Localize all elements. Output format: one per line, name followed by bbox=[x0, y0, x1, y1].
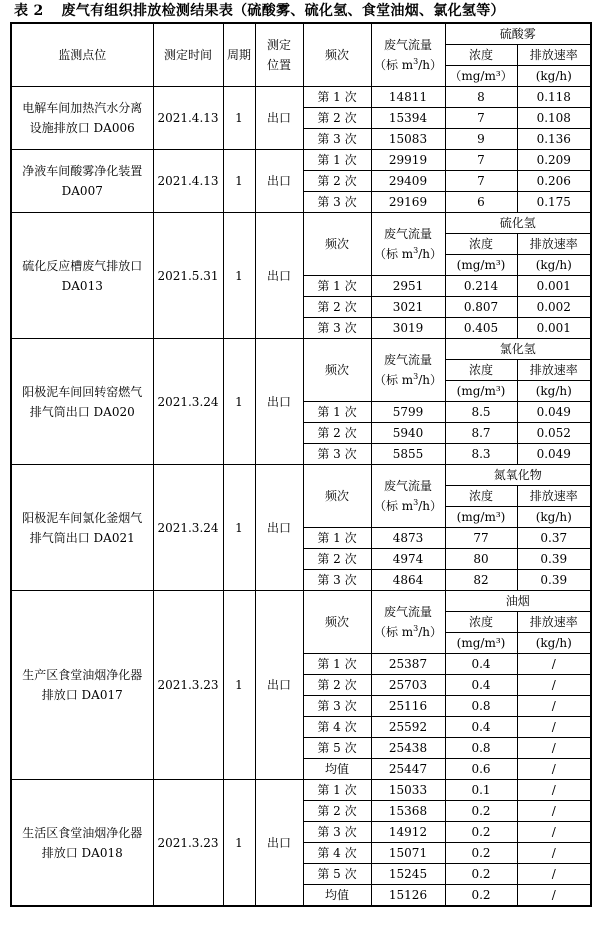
freq-cell: 第 2 次 bbox=[303, 675, 371, 696]
freq-cell: 第 4 次 bbox=[303, 717, 371, 738]
conc-cell: 77 bbox=[445, 528, 517, 549]
rate-cell: 0.001 bbox=[517, 318, 591, 339]
freq-cell: 第 3 次 bbox=[303, 822, 371, 843]
flow-cell: 25116 bbox=[371, 696, 445, 717]
flow-cell: 14912 bbox=[371, 822, 445, 843]
freq-cell: 第 1 次 bbox=[303, 87, 371, 108]
rate-cell: 0.002 bbox=[517, 297, 591, 318]
rate-cell: 0.37 bbox=[517, 528, 591, 549]
conc-cell: 8 bbox=[445, 87, 517, 108]
freq-cell: 第 3 次 bbox=[303, 129, 371, 150]
freq-cell: 第 1 次 bbox=[303, 654, 371, 675]
sub-header-rate-unit: (kg/h) bbox=[517, 633, 591, 654]
conc-cell: 0.8 bbox=[445, 738, 517, 759]
sub-header-pollutant: 硫化氢 bbox=[445, 213, 591, 234]
site-line2: DA013 bbox=[61, 278, 103, 293]
sub-header-rate: 排放速率 bbox=[517, 486, 591, 507]
site-line2: 排放口 DA017 bbox=[41, 688, 123, 702]
conc-cell: 0.2 bbox=[445, 822, 517, 843]
conc-cell: 0.2 bbox=[445, 885, 517, 907]
sub-header-rate-unit: (kg/h) bbox=[517, 255, 591, 276]
freq-cell: 第 2 次 bbox=[303, 171, 371, 192]
site-line1: 净液车间酸雾净化装置 bbox=[22, 164, 143, 178]
position-cell: 出口 bbox=[255, 591, 303, 780]
rate-cell: 0.001 bbox=[517, 276, 591, 297]
freq-cell: 第 1 次 bbox=[303, 528, 371, 549]
site-line2: 排气筒出口 DA020 bbox=[29, 404, 135, 419]
position-cell: 出口 bbox=[255, 339, 303, 465]
flow-cell: 29919 bbox=[371, 150, 445, 171]
site-line1: 阳极泥车间氯化釜烟气 bbox=[22, 510, 143, 525]
flow-cell: 5940 bbox=[371, 423, 445, 444]
table-body bbox=[11, 23, 591, 906]
freq-cell: 第 2 次 bbox=[303, 801, 371, 822]
rate-cell: / bbox=[517, 885, 591, 907]
site-line2: 排气筒出口 DA021 bbox=[29, 530, 135, 545]
sub-header-conc: 浓度 bbox=[445, 360, 517, 381]
flow-cell: 2951 bbox=[371, 276, 445, 297]
rate-cell: / bbox=[517, 654, 591, 675]
sub-header-flow-unit: （标 $m^3/h$） bbox=[373, 624, 443, 639]
sub-header-flow-unit: （标 $m^3/h$） bbox=[373, 246, 443, 261]
site-cell bbox=[11, 213, 153, 339]
conc-cell: 0.8 bbox=[445, 696, 517, 717]
flow-cell: 15126 bbox=[371, 885, 445, 907]
flow-cell: 15368 bbox=[371, 801, 445, 822]
conc-cell: 8.7 bbox=[445, 423, 517, 444]
flow-cell: 29409 bbox=[371, 171, 445, 192]
sub-header-conc: 浓度 bbox=[445, 234, 517, 255]
sub-header-conc-unit: (mg/m³) bbox=[445, 255, 517, 276]
rate-cell: / bbox=[517, 864, 591, 885]
conc-cell: 6 bbox=[445, 192, 517, 213]
freq-cell: 第 3 次 bbox=[303, 318, 371, 339]
rate-cell: / bbox=[517, 780, 591, 801]
sub-header-rate: 排放速率 bbox=[517, 360, 591, 381]
freq-cell: 第 1 次 bbox=[303, 150, 371, 171]
flow-cell: 15071 bbox=[371, 843, 445, 864]
rate-cell: 0.209 bbox=[517, 150, 591, 171]
table-row bbox=[11, 150, 591, 171]
site-line1: 生产区食堂油烟净化器 bbox=[22, 668, 143, 682]
freq-cell: 第 3 次 bbox=[303, 696, 371, 717]
cycle-cell: 1 bbox=[223, 213, 255, 339]
rate-cell: / bbox=[517, 843, 591, 864]
freq-cell: 第 2 次 bbox=[303, 423, 371, 444]
conc-cell: 7 bbox=[445, 150, 517, 171]
header-date: 测定时间 bbox=[153, 23, 223, 87]
flow-cell: 15083 bbox=[371, 129, 445, 150]
conc-cell: 0.214 bbox=[445, 276, 517, 297]
conc-cell: 0.4 bbox=[445, 654, 517, 675]
conc-cell: 0.6 bbox=[445, 759, 517, 780]
header-site: 监测点位 bbox=[11, 23, 153, 87]
header-position-line1: 测定 bbox=[266, 38, 291, 52]
date-cell: 2021.4.13 bbox=[153, 87, 223, 150]
flow-cell: 15033 bbox=[371, 780, 445, 801]
position-cell: 出口 bbox=[255, 87, 303, 150]
date-cell: 2021.3.23 bbox=[153, 780, 223, 907]
conc-cell: 0.2 bbox=[445, 843, 517, 864]
cycle-cell: 1 bbox=[223, 780, 255, 907]
header-freq: 频次 bbox=[303, 23, 371, 87]
flow-cell: 4873 bbox=[371, 528, 445, 549]
header-pollutant: 硫酸雾 bbox=[445, 23, 591, 45]
flow-cell: 25387 bbox=[371, 654, 445, 675]
flow-cell: 5855 bbox=[371, 444, 445, 465]
sub-header-flow-unit: （标 $m^3/h$） bbox=[373, 372, 443, 387]
sub-header-pollutant: 氮氧化物 bbox=[445, 465, 591, 486]
date-cell: 2021.3.23 bbox=[153, 591, 223, 780]
cycle-cell: 1 bbox=[223, 591, 255, 780]
header-conc: 浓度 bbox=[445, 45, 517, 66]
table-row bbox=[11, 87, 591, 108]
freq-cell: 第 5 次 bbox=[303, 738, 371, 759]
table-row bbox=[11, 465, 591, 486]
sub-header-freq: 频次 bbox=[303, 465, 371, 528]
table-row bbox=[11, 213, 591, 234]
site-line1: 硫化反应槽废气排放口 bbox=[22, 258, 143, 273]
flow-cell: 14811 bbox=[371, 87, 445, 108]
rate-cell: 0.136 bbox=[517, 129, 591, 150]
header-flow-unit: （标 $m^3/h$） bbox=[373, 57, 443, 72]
flow-cell: 29169 bbox=[371, 192, 445, 213]
header-flow-line1: 废气流量 bbox=[383, 38, 432, 52]
conc-cell: 7 bbox=[445, 171, 517, 192]
rate-cell: 0.052 bbox=[517, 423, 591, 444]
header-position-line2: 位置 bbox=[266, 58, 291, 72]
sub-header-rate-unit: (kg/h) bbox=[517, 507, 591, 528]
sub-header-flow bbox=[371, 465, 445, 528]
sub-header-flow-line1: 废气流量 bbox=[383, 227, 432, 241]
site-cell bbox=[11, 465, 153, 591]
freq-cell: 第 1 次 bbox=[303, 780, 371, 801]
site-cell bbox=[11, 87, 153, 150]
header-flow bbox=[371, 23, 445, 87]
conc-cell: 8.5 bbox=[445, 402, 517, 423]
sub-header-flow-line1: 废气流量 bbox=[383, 479, 432, 493]
site-cell bbox=[11, 150, 153, 213]
site-line2: 排放口 DA018 bbox=[41, 845, 123, 860]
cycle-cell: 1 bbox=[223, 339, 255, 465]
flow-cell: 3019 bbox=[371, 318, 445, 339]
results-table bbox=[10, 22, 592, 907]
rate-cell: / bbox=[517, 717, 591, 738]
sub-header-flow bbox=[371, 213, 445, 276]
sub-header-conc-unit: (mg/m³) bbox=[445, 633, 517, 654]
freq-cell: 均值 bbox=[303, 759, 371, 780]
site-cell bbox=[11, 780, 153, 907]
sub-header-rate: 排放速率 bbox=[517, 612, 591, 633]
header-cycle: 周期 bbox=[223, 23, 255, 87]
header-rate-unit: (kg/h) bbox=[517, 66, 591, 87]
freq-cell: 第 2 次 bbox=[303, 297, 371, 318]
conc-cell: 0.405 bbox=[445, 318, 517, 339]
rate-cell: 0.175 bbox=[517, 192, 591, 213]
rate-cell: / bbox=[517, 759, 591, 780]
site-cell bbox=[11, 591, 153, 780]
conc-cell: 80 bbox=[445, 549, 517, 570]
rate-cell: / bbox=[517, 822, 591, 843]
sub-header-flow-line1: 废气流量 bbox=[383, 605, 432, 619]
sub-header-conc-unit: (mg/m³) bbox=[445, 507, 517, 528]
rate-cell: / bbox=[517, 738, 591, 759]
header-position bbox=[255, 23, 303, 87]
rate-cell: 0.049 bbox=[517, 402, 591, 423]
cycle-cell: 1 bbox=[223, 87, 255, 150]
sub-header-flow-line1: 废气流量 bbox=[383, 353, 432, 367]
sub-header-freq: 频次 bbox=[303, 591, 371, 654]
sub-header-freq: 频次 bbox=[303, 339, 371, 402]
header-conc-unit: （mg/m³） bbox=[445, 66, 517, 87]
flow-cell: 4864 bbox=[371, 570, 445, 591]
table-row bbox=[11, 780, 591, 801]
sub-header-pollutant: 油烟 bbox=[445, 591, 591, 612]
table-row bbox=[11, 339, 591, 360]
conc-cell: 0.4 bbox=[445, 675, 517, 696]
conc-cell: 8.3 bbox=[445, 444, 517, 465]
freq-cell: 第 3 次 bbox=[303, 444, 371, 465]
freq-cell: 第 1 次 bbox=[303, 402, 371, 423]
site-line1: 生活区食堂油烟净化器 bbox=[22, 825, 143, 840]
rate-cell: 0.118 bbox=[517, 87, 591, 108]
date-cell: 2021.4.13 bbox=[153, 150, 223, 213]
freq-cell: 第 4 次 bbox=[303, 843, 371, 864]
table-number: 表 2 bbox=[14, 3, 44, 19]
conc-cell: 0.1 bbox=[445, 780, 517, 801]
freq-cell: 第 2 次 bbox=[303, 108, 371, 129]
conc-cell: 0.807 bbox=[445, 297, 517, 318]
sub-header-pollutant: 氯化氢 bbox=[445, 339, 591, 360]
header-rate: 排放速率 bbox=[517, 45, 591, 66]
rate-cell: 0.206 bbox=[517, 171, 591, 192]
rate-cell: / bbox=[517, 696, 591, 717]
sub-header-flow-unit: （标 $m^3/h$） bbox=[373, 498, 443, 513]
site-cell bbox=[11, 339, 153, 465]
position-cell: 出口 bbox=[255, 465, 303, 591]
rate-cell: / bbox=[517, 801, 591, 822]
sub-header-freq: 频次 bbox=[303, 213, 371, 276]
flow-cell: 4974 bbox=[371, 549, 445, 570]
rate-cell: 0.39 bbox=[517, 570, 591, 591]
conc-cell: 7 bbox=[445, 108, 517, 129]
date-cell: 2021.5.31 bbox=[153, 213, 223, 339]
sub-header-rate-unit: (kg/h) bbox=[517, 381, 591, 402]
sub-header-conc-unit: (mg/m³) bbox=[445, 381, 517, 402]
site-line2: 设施排放口 DA006 bbox=[29, 121, 135, 135]
cycle-cell: 1 bbox=[223, 465, 255, 591]
sub-header-flow bbox=[371, 591, 445, 654]
rate-cell: / bbox=[517, 675, 591, 696]
flow-cell: 5799 bbox=[371, 402, 445, 423]
freq-cell: 第 1 次 bbox=[303, 276, 371, 297]
date-cell: 2021.3.24 bbox=[153, 465, 223, 591]
position-cell: 出口 bbox=[255, 150, 303, 213]
conc-cell: 0.4 bbox=[445, 717, 517, 738]
conc-cell: 9 bbox=[445, 129, 517, 150]
site-line1: 电解车间加热汽水分离 bbox=[22, 101, 143, 115]
flow-cell: 25592 bbox=[371, 717, 445, 738]
flow-cell: 25703 bbox=[371, 675, 445, 696]
sub-header-rate: 排放速率 bbox=[517, 234, 591, 255]
flow-cell: 25447 bbox=[371, 759, 445, 780]
site-line1: 阳极泥车间回转窑燃气 bbox=[22, 384, 143, 399]
flow-cell: 25438 bbox=[371, 738, 445, 759]
site-line2: DA007 bbox=[61, 184, 103, 198]
conc-cell: 82 bbox=[445, 570, 517, 591]
freq-cell: 第 2 次 bbox=[303, 549, 371, 570]
conc-cell: 0.2 bbox=[445, 801, 517, 822]
sub-header-conc: 浓度 bbox=[445, 486, 517, 507]
freq-cell: 均值 bbox=[303, 885, 371, 907]
conc-cell: 0.2 bbox=[445, 864, 517, 885]
cycle-cell: 1 bbox=[223, 150, 255, 213]
rate-cell: 0.39 bbox=[517, 549, 591, 570]
rate-cell: 0.108 bbox=[517, 108, 591, 129]
flow-cell: 3021 bbox=[371, 297, 445, 318]
rate-cell: 0.049 bbox=[517, 444, 591, 465]
table-caption bbox=[0, 0, 600, 22]
sub-header-flow bbox=[371, 339, 445, 402]
header-row bbox=[11, 23, 591, 45]
flow-cell: 15394 bbox=[371, 108, 445, 129]
sub-header-conc: 浓度 bbox=[445, 612, 517, 633]
freq-cell: 第 3 次 bbox=[303, 192, 371, 213]
table-title: 废气有组织排放检测结果表（硫酸雾、硫化氢、食堂油烟、氯化氢等） bbox=[61, 3, 505, 19]
flow-cell: 15245 bbox=[371, 864, 445, 885]
freq-cell: 第 3 次 bbox=[303, 570, 371, 591]
position-cell: 出口 bbox=[255, 213, 303, 339]
freq-cell: 第 5 次 bbox=[303, 864, 371, 885]
date-cell: 2021.3.24 bbox=[153, 339, 223, 465]
table-row bbox=[11, 591, 591, 612]
position-cell: 出口 bbox=[255, 780, 303, 907]
